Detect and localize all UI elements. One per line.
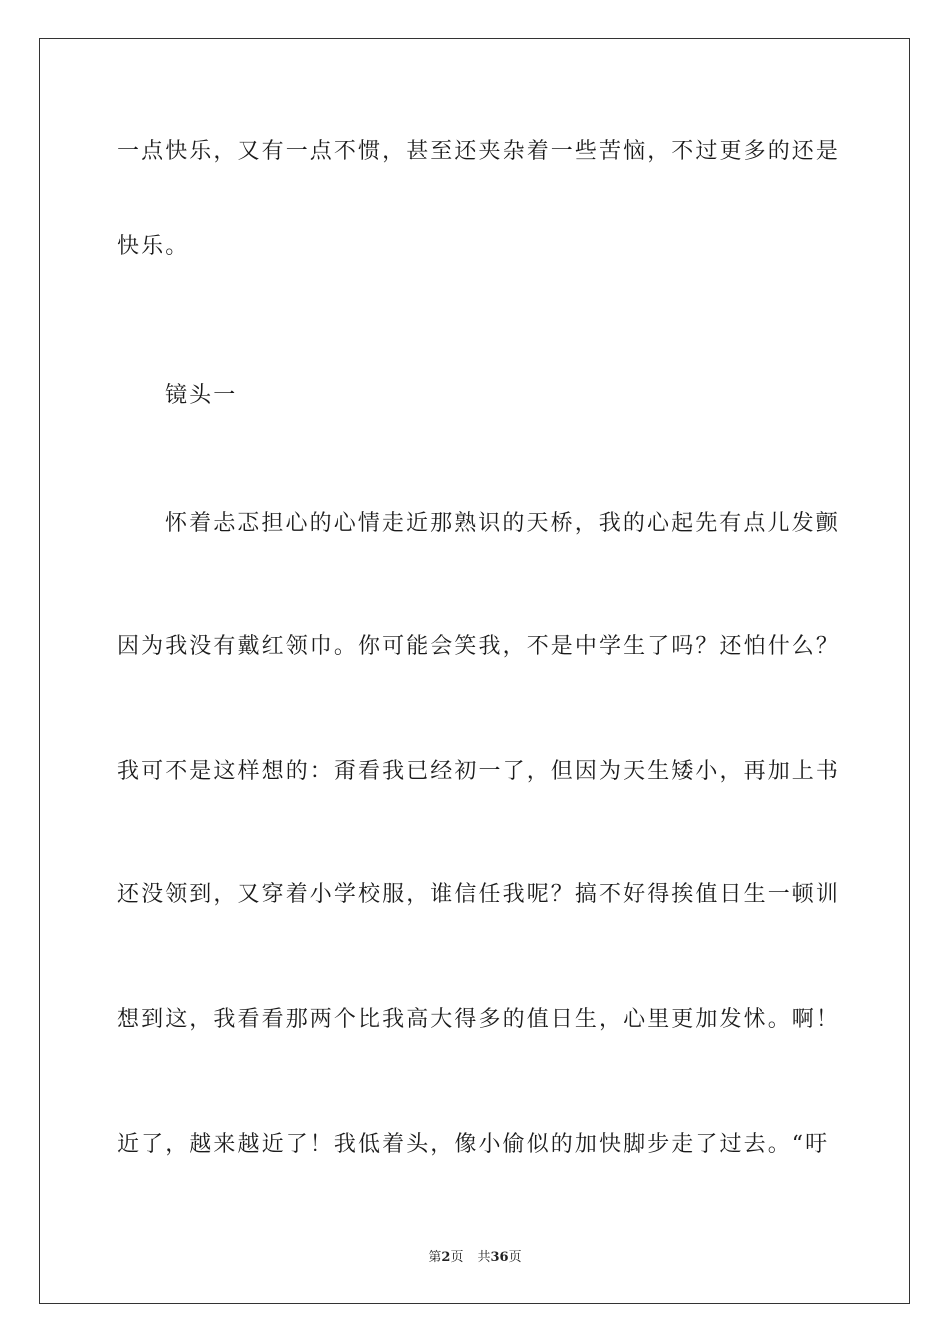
body-text-line: 快乐。 [117,234,190,259]
section-heading: 镜头一 [165,383,238,408]
page-suffix: 页 [450,1250,464,1265]
body-text-line: 我可不是这样想的：甭看我已经初一了，但因为天生矮小，再加上书 [117,759,841,784]
body-text-line: 还没领到，又穿着小学校服，谁信任我呢？搞不好得挨值日生一顿训 [117,882,841,907]
page-prefix: 第 [428,1250,442,1265]
body-text-line: 一点快乐，又有一点不惯，甚至还夹杂着一些苦恼，不过更多的还是 [117,139,841,164]
body-text-line: 怀着忐忑担心的心情走近那熟识的天桥，我的心起先有点儿发颤 [165,511,840,536]
total-pages: 36 [490,1250,509,1265]
body-text-line: 想到这，我看看那两个比我高大得多的值日生，心里更加发怵。啊！ [117,1007,841,1032]
page-footer [0,1246,950,1265]
total-suffix: 页 [508,1250,522,1265]
body-text-line: 因为我没有戴红领巾。你可能会笑我，不是中学生了吗？还怕什么？ [117,634,841,659]
body-text-line: 近了，越来越近了！我低着头，像小偷似的加快脚步走了过去。“吁 [117,1132,830,1157]
total-prefix: 共 [477,1250,491,1265]
page-number: 2 [441,1250,451,1265]
page-border [39,38,910,1304]
